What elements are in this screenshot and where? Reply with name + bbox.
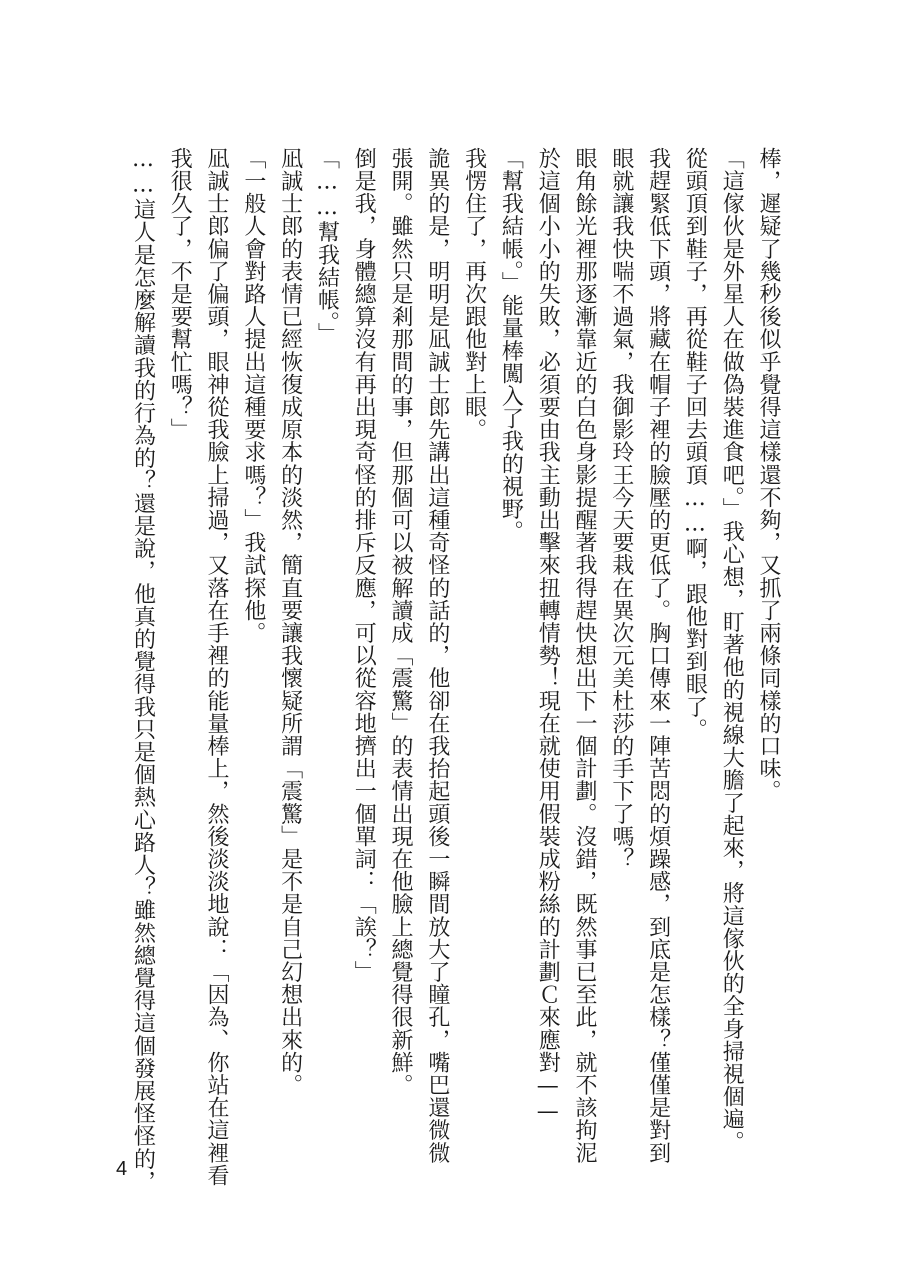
text-line: 「幫我結帳。」能量棒闖入了我的視野。 — [498, 147, 524, 543]
text-line: 我愣住了，再次跟他對上眼。 — [461, 147, 487, 441]
text-line: 眼角餘光裡那逐漸靠近的白色身影提醒著我得趕快想出下一個計劃。沒錯，既然事已至此，就不該拘泥 — [572, 147, 598, 1164]
text-line: 眼就讓我快喘不過氣，我御影玲王今天要栽在異次元美杜莎的手下了嗎？ — [608, 147, 634, 871]
text-line: 我趕緊低下頭，將藏在帽子裡的臉壓的更低了。胸口傳來一陣苦悶的煩躁感，到底是怎樣？僅僅是對到 — [645, 147, 671, 1164]
text-line: 凪誠士郎偏了偏頭，眼神從我臉上掃過，又落在手裡的能量棒上，然後淡淡地說：「因為、你站在這裡看 — [204, 147, 230, 1187]
text-line: 「……幫我結帳。」 — [314, 147, 340, 346]
text-line: 我很久了，不是要幫忙嗎？」 — [167, 147, 193, 441]
text-line: 「一般人會對路人提出這種要求嗎？」我試探他。 — [240, 147, 266, 645]
text-line: 凪誠士郎的表情已經恢復成原本的淡然，簡直要讓我懷疑所謂「震驚」是不是自己幻想出來的。 — [277, 147, 303, 1097]
text-line: 於這個小小的失敗，必須要由我主動出擊來扭轉情勢！現在就使用假裝成粉絲的計劃Ｃ來應對—— — [535, 147, 561, 1125]
text-line: 從頭頂到鞋子，再從鞋子回去頭頂……啊，跟他對到眼了。 — [682, 147, 708, 741]
page-number: 4 — [116, 1158, 128, 1180]
text-line: 棒，遲疑了幾秒後似乎覺得這樣還不夠，又抓了兩條同樣的口味。 — [756, 147, 781, 803]
text-line: 詭異的是，明明是凪誠士郎先講出這種奇怪的話的，他卻在我抬起頭後一瞬間放大了瞳孔，嘴巴還微微 — [424, 147, 450, 1164]
vertical-text-body — [124, 147, 786, 1193]
text-line: 「這傢伙是外星人在做偽裝進食吧。」我心想，盯著他的視線大膽了起來，將這傢伙的全身掃視個遍。 — [719, 147, 745, 1153]
text-line: ……這人是怎麼解讀我的行為的？還是說，他真的覺得我只是個熱心路人？雖然總覺得這個發展怪怪的， — [130, 147, 156, 1193]
text-line: 張開。雖然只是剎那間的事，但那個可以被解讀成「震驚」的表情出現在他臉上總覺得很新鮮。 — [388, 147, 414, 1097]
text-line: 倒是我，身體總算沒有再出現奇怪的排斥反應，可以從容地擠出一個單詞：「誒？」 — [351, 147, 377, 984]
